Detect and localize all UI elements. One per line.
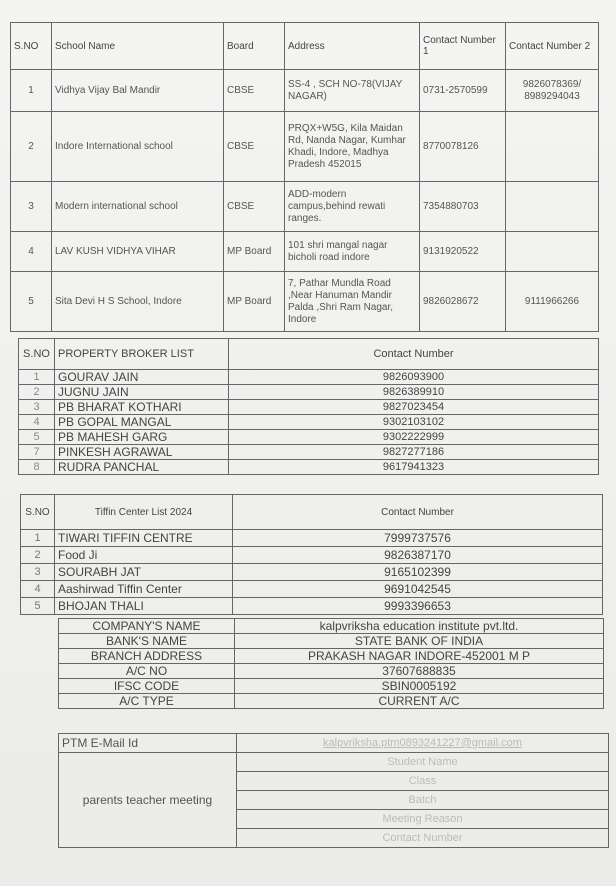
cell-name: TIWARI TIFFIN CENTRE	[55, 530, 233, 547]
cell-sno: 2	[19, 385, 55, 400]
company-bank-table	[58, 618, 604, 709]
ptm-meeting-label: parents teacher meeting	[59, 753, 237, 848]
cell-sno: 3	[11, 182, 52, 232]
cell-contact: 9617941323	[229, 460, 599, 475]
cell-contact1: 8770078126	[420, 112, 506, 182]
table-row	[59, 734, 609, 753]
cell-sno: 4	[21, 581, 55, 598]
table-row	[19, 460, 599, 475]
cell-sno: 2	[11, 112, 52, 182]
cell-name: SOURABH JAT	[55, 564, 233, 581]
col-broker-name: PROPERTY BROKER LIST	[55, 339, 229, 370]
cell-label: COMPANY'S NAME	[59, 619, 235, 634]
cell-name: RUDRA PANCHAL	[55, 460, 229, 475]
cell-contact: 9691042545	[233, 581, 603, 598]
ptm-field-class: Class	[237, 772, 609, 791]
cell-contact2	[506, 232, 599, 272]
cell-value: STATE BANK OF INDIA	[235, 634, 604, 649]
cell-contact: 9826387170	[233, 547, 603, 564]
cell-value: CURRENT A/C	[235, 694, 604, 709]
cell-name: Aashirwad Tiffin Center	[55, 581, 233, 598]
cell-value: 37607688835	[235, 664, 604, 679]
cell-sno: 5	[11, 272, 52, 332]
table-row	[59, 634, 604, 649]
col-address: Address	[285, 23, 420, 70]
cell-name: PB GOPAL MANGAL	[55, 415, 229, 430]
cell-label: BRANCH ADDRESS	[59, 649, 235, 664]
cell-name: Food Ji	[55, 547, 233, 564]
table-row	[11, 112, 599, 182]
cell-contact1: 9131920522	[420, 232, 506, 272]
cell-sno: 4	[19, 415, 55, 430]
cell-label: A/C NO	[59, 664, 235, 679]
cell-value: PRAKASH NAGAR INDORE-452001 M P	[235, 649, 604, 664]
col-tiffin-name: Tiffin Center List 2024	[55, 495, 233, 530]
cell-contact1: 7354880703	[420, 182, 506, 232]
cell-contact: 9302103102	[229, 415, 599, 430]
cell-contact: 9993396653	[233, 598, 603, 615]
table-row	[19, 445, 599, 460]
cell-contact2: 9826078369/ 8989294043	[506, 70, 599, 112]
col-contact: Contact Number	[233, 495, 603, 530]
cell-sno: 1	[19, 370, 55, 385]
ptm-email-link[interactable]: kalpvriksha.ptm0893241227@gmail.com	[237, 734, 609, 753]
cell-board: CBSE	[224, 112, 285, 182]
table-row	[19, 385, 599, 400]
table-row	[21, 564, 603, 581]
table-row	[11, 232, 599, 272]
cell-sno: 8	[19, 460, 55, 475]
table-header-row	[19, 339, 599, 370]
cell-sno: 3	[19, 400, 55, 415]
col-contact1: Contact Number 1	[420, 23, 506, 70]
col-contact2: Contact Number 2	[506, 23, 599, 70]
cell-sno: 3	[21, 564, 55, 581]
table-row	[21, 581, 603, 598]
col-contact: Contact Number	[229, 339, 599, 370]
cell-school-name: Indore International school	[52, 112, 224, 182]
table-row	[21, 547, 603, 564]
cell-label: BANK'S NAME	[59, 634, 235, 649]
cell-contact: 9826093900	[229, 370, 599, 385]
cell-sno: 5	[21, 598, 55, 615]
table-header-row	[21, 495, 603, 530]
table-row	[59, 679, 604, 694]
ptm-field-contact-number: Contact Number	[237, 829, 609, 848]
cell-contact: 9826389910	[229, 385, 599, 400]
cell-school-name: Vidhya Vijay Bal Mandir	[52, 70, 224, 112]
table-row	[59, 619, 604, 634]
cell-address: SS-4 , SCH NO-78(VIJAY NAGAR)	[285, 70, 420, 112]
table-row	[19, 400, 599, 415]
table-row	[19, 370, 599, 385]
cell-name: GOURAV JAIN	[55, 370, 229, 385]
table-row	[11, 272, 599, 332]
col-board: Board	[224, 23, 285, 70]
cell-value: kalpvriksha education institute pvt.ltd.	[235, 619, 604, 634]
table-row	[21, 530, 603, 547]
cell-sno: 7	[19, 445, 55, 460]
cell-contact: 9827023454	[229, 400, 599, 415]
cell-label: A/C TYPE	[59, 694, 235, 709]
cell-name: PINKESH AGRAWAL	[55, 445, 229, 460]
table-row	[21, 598, 603, 615]
cell-contact: 7999737576	[233, 530, 603, 547]
cell-contact2	[506, 182, 599, 232]
col-sno: S.NO	[11, 23, 52, 70]
broker-table	[18, 338, 599, 475]
school-table	[10, 22, 599, 332]
cell-name: BHOJAN THALI	[55, 598, 233, 615]
cell-address: 7, Pathar Mundla Road ,Near Hanuman Mandir Palda ,Shri Ram Nagar, Indore	[285, 272, 420, 332]
cell-address: 101 shri mangal nagar bicholi road indore	[285, 232, 420, 272]
cell-sno: 1	[11, 70, 52, 112]
cell-contact: 9827277186	[229, 445, 599, 460]
ptm-field-student-name: Student Name	[237, 753, 609, 772]
col-school-name: School Name	[52, 23, 224, 70]
col-sno: S.NO	[19, 339, 55, 370]
cell-contact1: 9826028672	[420, 272, 506, 332]
table-row	[19, 430, 599, 445]
table-header-row	[11, 23, 599, 70]
cell-board: CBSE	[224, 70, 285, 112]
cell-value: SBIN0005192	[235, 679, 604, 694]
cell-board: CBSE	[224, 182, 285, 232]
ptm-table	[58, 733, 609, 848]
cell-sno: 1	[21, 530, 55, 547]
cell-board: MP Board	[224, 232, 285, 272]
cell-contact: 9165102399	[233, 564, 603, 581]
table-row	[19, 415, 599, 430]
cell-name: PB MAHESH GARG	[55, 430, 229, 445]
col-sno: S.NO	[21, 495, 55, 530]
cell-address: PRQX+W5G, Kila Maidan Rd, Nanda Nagar, Kumhar Khadi, Indore, Madhya Pradesh 452015	[285, 112, 420, 182]
cell-school-name: LAV KUSH VIDHYA VIHAR	[52, 232, 224, 272]
cell-sno: 4	[11, 232, 52, 272]
cell-contact2: 9111966266	[506, 272, 599, 332]
cell-contact2	[506, 112, 599, 182]
table-row	[59, 753, 609, 772]
cell-contact1: 0731-2570599	[420, 70, 506, 112]
cell-name: JUGNU JAIN	[55, 385, 229, 400]
cell-label: IFSC CODE	[59, 679, 235, 694]
ptm-field-batch: Batch	[237, 791, 609, 810]
cell-address: ADD-modern campus,behind rewati ranges.	[285, 182, 420, 232]
table-row	[59, 649, 604, 664]
cell-name: PB BHARAT KOTHARI	[55, 400, 229, 415]
ptm-email-label: PTM E-Mail Id	[59, 734, 237, 753]
ptm-field-meeting-reason: Meeting Reason	[237, 810, 609, 829]
table-row	[11, 182, 599, 232]
cell-school-name: Sita Devi H S School, Indore	[52, 272, 224, 332]
cell-board: MP Board	[224, 272, 285, 332]
cell-sno: 5	[19, 430, 55, 445]
table-row	[11, 70, 599, 112]
cell-sno: 2	[21, 547, 55, 564]
cell-school-name: Modern international school	[52, 182, 224, 232]
table-row	[59, 694, 604, 709]
table-row	[59, 664, 604, 679]
cell-contact: 9302222999	[229, 430, 599, 445]
tiffin-table	[20, 494, 603, 615]
